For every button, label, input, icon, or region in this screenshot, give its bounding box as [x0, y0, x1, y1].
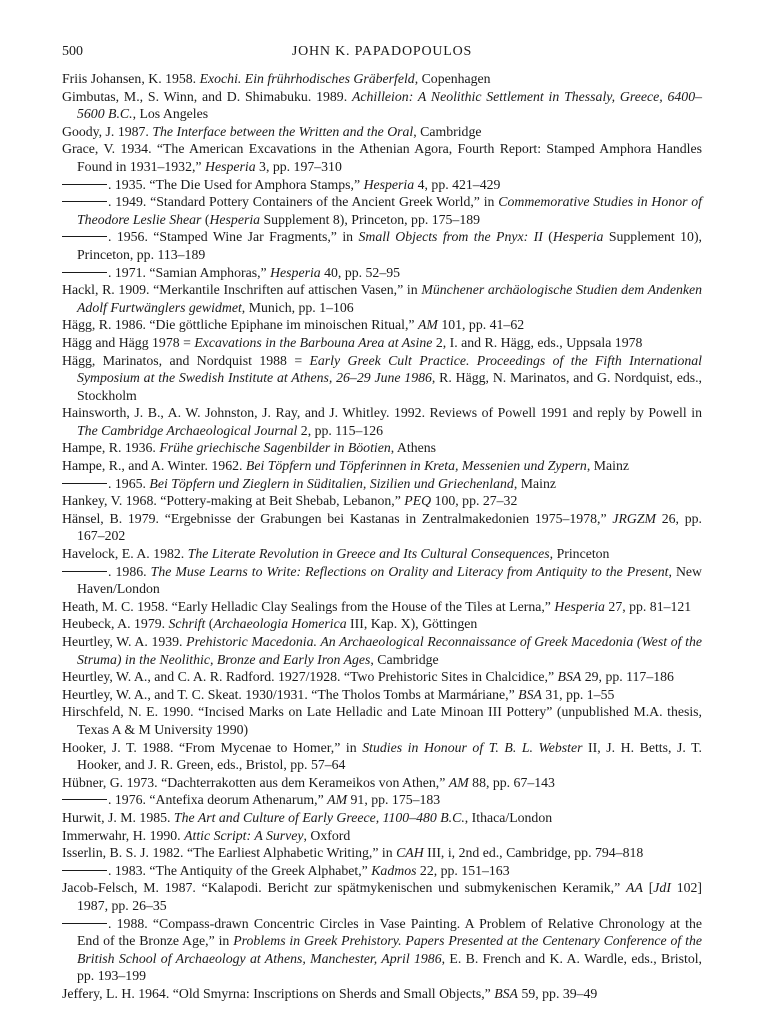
bibliography-entry	[62, 862, 702, 880]
entry-title-italic: The Muse Learns to Write: Reflections on Orality and Literacy from Antiquity to the Present	[150, 563, 669, 579]
entry-text: 4, pp. 421–429	[414, 176, 501, 192]
entry-text: 100, pp. 27–32	[431, 493, 518, 509]
entry-title-italic: Münchener archäologische Studien dem Andenken Adolf Furtwänglers gewidmet	[77, 282, 703, 315]
entry-text: Hackl, R. 1909. “Merkantile Inschriften auf attischen Vasen,” in	[62, 282, 422, 298]
entry-text: 3, pp. 197–310	[255, 158, 342, 174]
entry-text: Heurtley, W. A., and C. A. R. Radford. 1927/1928. “Two Prehistoric Sites in Chalcidice,”	[62, 669, 558, 685]
entry-text: Gimbutas, M., S. Winn, and D. Shimabuku. 1989.	[62, 88, 352, 104]
bibliography-entry	[62, 563, 702, 598]
bibliography-entry	[62, 615, 702, 633]
entry-text: Hägg, Marinatos, and Nordquist 1988 =	[62, 352, 310, 368]
entry-text: III, i, 2nd ed., Cambridge, pp. 794–818	[423, 845, 644, 861]
entry-text: , Cambridge	[413, 123, 482, 139]
entry-text: Friis Johansen, K. 1958.	[62, 71, 200, 86]
entry-title-italic: Hesperia	[205, 158, 256, 174]
entry-text: . 1971. “Samian Amphoras,”	[108, 264, 271, 280]
entry-title-italic: BSA	[494, 985, 518, 1001]
entry-text: Jeffery, L. H. 1964. “Old Smyrna: Inscriptions on Sherds and Small Objects,”	[62, 985, 495, 1001]
entry-text: Jacob-Felsch, M. 1987. “Kalapodi. Bericht zur spätmykenischen und submykenischen Keramik,”	[62, 880, 627, 896]
ditto-dash	[62, 201, 107, 202]
page-number: 500	[62, 44, 83, 59]
entry-title-italic: AA	[626, 880, 643, 896]
bibliography-entry	[62, 193, 702, 228]
entry-title-italic: Exochi. Ein frührhodisches Gräberfeld	[199, 71, 415, 86]
entry-title-italic: AM	[327, 792, 348, 808]
bibliography-list	[62, 70, 702, 1002]
bibliography-entry	[62, 985, 702, 1003]
entry-text: 26, pp. 167–202	[77, 510, 703, 544]
entry-text: Grace, V. 1934. “The American Excavations in the Athenian Agora, Fourth Report: Stamped Amphora Handles Found in 1931–1932,”	[62, 141, 702, 174]
entry-title-italic: Hesperia	[270, 264, 321, 280]
entry-text: . 1956. “Stamped Wine Jar Fragments,” in	[108, 229, 359, 245]
entry-title-italic: The Art and Culture of Early Greece, 1100–480 B.C.	[173, 809, 465, 825]
entry-title-italic: Excavations in the Barbouna Area at Asine	[194, 334, 433, 350]
bibliography-entry	[62, 264, 702, 282]
entry-title-italic: The Literate Revolution in Greece and Its Cultural Consequences	[187, 546, 550, 562]
entry-text: 91, pp. 175–183	[347, 792, 441, 808]
bibliography-entry	[62, 739, 702, 774]
entry-text: 102] 1987, pp. 26–35	[77, 880, 703, 913]
entry-text: , E. B. French and K. A. Wardle, eds., Bristol, pp. 193–199	[77, 950, 703, 984]
entry-text: . 1976. “Antefixa deorum Athenarum,”	[108, 792, 328, 808]
bibliography-entry	[62, 475, 702, 493]
bibliography-entry	[62, 70, 702, 88]
entry-text: Heurtley, W. A., and T. C. Skeat. 1930/1931. “The Tholos Tombs at Marmáriane,”	[62, 686, 519, 702]
bibliography-entry	[62, 774, 702, 792]
bibliography-entry	[62, 492, 702, 510]
ditto-dash	[62, 236, 107, 237]
entry-text: , Mainz	[586, 458, 629, 474]
entry-title-italic: Bei Töpfern und Töpferinnen in Kreta, Messenien und Zypern	[245, 458, 587, 474]
entry-title-italic: PEQ	[404, 493, 432, 509]
entry-text: 2, pp. 115–126	[297, 422, 384, 438]
bibliography-entry	[62, 545, 702, 563]
bibliography-entry	[62, 281, 702, 316]
entry-text: 22, pp. 151–163	[416, 862, 510, 878]
entry-title-italic: Archaeologia Homerica	[213, 616, 347, 632]
entry-text: (	[205, 616, 214, 632]
bibliography-entry	[62, 686, 702, 704]
entry-title-italic: Early Greek Cult Practice. Proceedings of the Fifth International Symposium at the Swedish Institute at Athens, 26–29 June 1986	[77, 352, 702, 386]
entry-text: Hänsel, B. 1979. “Ergebnisse der Grabungen bei Kastanas in Zentralmakedonien 1975–1978,”	[62, 510, 613, 526]
entry-title-italic: The Cambridge Archaeological Journal	[77, 422, 298, 438]
entry-text: , Cambridge	[370, 651, 439, 667]
entry-title-italic: Prehistoric Macedonia. An Archaeological Reconnaissance of Greek Macedonia (West of the Struma) in the Neolithic, Bronze and Early Iron Ages	[77, 634, 702, 667]
entry-title-italic: Schrift	[168, 616, 206, 632]
ditto-dash	[62, 923, 107, 924]
entry-text: . 1988. “Compass-drawn Concentric Circles in Vase Painting. A Problem of Relative Chronology at the End of the Bronze Age,” in	[77, 915, 702, 949]
entry-title-italic: Small Objects from the Pnyx: II	[358, 229, 543, 245]
bibliography-entry	[62, 457, 702, 475]
bibliography-entry	[62, 844, 702, 862]
entry-text: , Copenhagen	[414, 71, 491, 86]
bibliography-entry	[62, 176, 702, 194]
bibliography-entry	[62, 334, 702, 352]
entry-text: Hooker, J. T. 1988. “From Mycenae to Homer,” in	[62, 739, 363, 755]
bibliography-entry	[62, 316, 702, 334]
entry-text: Hurwit, J. M. 1985.	[62, 809, 174, 825]
entry-text: Hainsworth, J. B., A. W. Johnston, J. Ray, and J. Whitley. 1992. Reviews of Powell 1991 and reply by Powell in	[62, 405, 702, 421]
entry-text: , Ithaca/London	[464, 809, 553, 825]
bibliography-entry	[62, 404, 702, 439]
entry-text: Heath, M. C. 1958. “Early Helladic Clay Sealings from the House of the Tiles at Lerna,”	[62, 598, 555, 614]
entry-text: Hübner, G. 1973. “Dachterrakotten aus dem Kerameikos von Athen,”	[62, 774, 449, 790]
entry-text: 2, I. and R. Hägg, eds., Uppsala 1978	[432, 334, 643, 350]
entry-title-italic: JRGZM	[612, 510, 657, 526]
entry-text: , Mainz	[513, 475, 556, 491]
document-page	[62, 44, 702, 1002]
entry-title-italic: BSA	[518, 686, 542, 702]
entry-title-italic: Hesperia	[552, 229, 604, 245]
entry-text: , Athens	[390, 440, 437, 456]
entry-text: . 1935. “The Die Used for Amphora Stamps,”	[108, 176, 364, 192]
entry-text: III, Kap. X), Göttingen	[346, 616, 478, 632]
bibliography-entry	[62, 791, 702, 809]
entry-text: . 1965.	[108, 475, 150, 491]
ditto-dash	[62, 870, 107, 871]
bibliography-entry	[62, 703, 702, 738]
entry-text: , Los Angeles	[132, 106, 209, 122]
entry-text: (	[201, 211, 210, 227]
entry-text: , Oxford	[303, 827, 351, 843]
entry-title-italic: Frühe griechische Sagenbilder in Böotien	[159, 440, 391, 456]
bibliography-entry	[62, 352, 702, 405]
entry-text: . 1949. “Standard Pottery Containers of the Ancient Greek World,” in	[108, 194, 499, 210]
entry-text: Hampe, R., and A. Winter. 1962.	[62, 458, 246, 474]
entry-title-italic: Bei Töpfern und Zieglern in Süditalien, Sizilien und Griechenland	[149, 475, 514, 491]
bibliography-entry	[62, 123, 702, 141]
bibliography-entry	[62, 598, 702, 616]
entry-text: Havelock, E. A. 1982.	[62, 546, 188, 562]
page-header	[62, 44, 702, 68]
entry-text: , R. Hägg, N. Marinatos, and G. Nordquist, eds., Stockholm	[77, 370, 702, 403]
entry-text: II, J. H. Betts, J. T. Hooker, and J. R. Green, eds., Bristol, pp. 57–64	[77, 739, 702, 773]
entry-text: Hägg and Hägg 1978 =	[62, 334, 195, 350]
entry-text: Isserlin, B. S. J. 1982. “The Earliest Alphabetic Writing,” in	[62, 845, 397, 861]
entry-text: 59, pp. 39–49	[518, 985, 598, 1001]
entry-text: Supplement 8), Princeton, pp. 175–189	[260, 211, 481, 227]
ditto-dash	[62, 799, 107, 800]
entry-text: Immerwahr, H. 1990.	[62, 827, 185, 843]
ditto-dash	[62, 184, 107, 185]
entry-title-italic: JdI	[653, 880, 671, 896]
bibliography-entry	[62, 88, 702, 123]
entry-text: 88, pp. 67–143	[468, 774, 555, 790]
bibliography-entry	[62, 510, 702, 545]
entry-title-italic: Kadmos	[371, 862, 417, 878]
entry-title-italic: AM	[417, 317, 438, 333]
entry-title-italic: CAH	[396, 845, 424, 861]
bibliography-entry	[62, 668, 702, 686]
ditto-dash	[62, 483, 107, 484]
entry-text: Supplement 10), Princeton, pp. 113–189	[77, 229, 702, 262]
entry-text: , Princeton	[549, 546, 610, 562]
entry-text: 40, pp. 52–95	[320, 264, 401, 280]
bibliography-entry	[62, 915, 702, 985]
entry-text: , Munich, pp. 1–106	[241, 299, 354, 315]
entry-text: Heubeck, A. 1979.	[62, 616, 169, 632]
running-head: JOHN K. PAPADOPOULOS	[291, 44, 473, 59]
entry-text: Goody, J. 1987.	[62, 123, 153, 139]
entry-text: Hägg, R. 1986. “Die göttliche Epiphane im minoischen Ritual,”	[62, 317, 418, 333]
entry-title-italic: Commemorative Studies in Honor of Theodore Leslie Shear	[77, 194, 702, 227]
bibliography-entry	[62, 633, 702, 668]
entry-text: Hankey, V. 1968. “Pottery-making at Beit Shebab, Lebanon,”	[62, 493, 405, 509]
entry-title-italic: Studies in Honour of T. B. L. Webster	[362, 739, 583, 755]
bibliography-entry	[62, 228, 702, 263]
entry-text: 31, pp. 1–55	[541, 686, 615, 702]
bibliography-entry	[62, 879, 702, 914]
entry-text: Hampe, R. 1936.	[62, 440, 160, 456]
bibliography-entry	[62, 809, 702, 827]
entry-title-italic: The Interface between the Written and the Oral	[152, 123, 414, 139]
ditto-dash	[62, 571, 107, 572]
entry-text: , New Haven/London	[77, 563, 703, 597]
entry-text: Heurtley, W. A. 1939.	[62, 634, 187, 649]
entry-title-italic: Hesperia	[363, 176, 415, 192]
bibliography-entry	[62, 140, 702, 175]
bibliography-entry	[62, 439, 702, 457]
entry-title-italic: Problems in Greek Prehistory. Papers Presented at the Centenary Conference of the British School of Archaeology at Athens, Manchester, April 1986	[77, 933, 702, 966]
entry-title-italic: Hesperia	[554, 598, 605, 614]
entry-title-italic: Hesperia	[209, 211, 261, 227]
entry-text: [	[642, 880, 654, 896]
entry-text: (	[542, 229, 553, 245]
bibliography-entry	[62, 827, 702, 845]
ditto-dash	[62, 272, 107, 273]
entry-title-italic: BSA	[557, 669, 582, 685]
entry-text: 27, pp. 81–121	[604, 598, 692, 614]
entry-text: 29, pp. 117–186	[581, 669, 674, 685]
entry-title-italic: Achilleion: A Neolithic Settlement in Thessaly, Greece, 6400–5600 B.C.	[77, 88, 702, 122]
entry-text: . 1986.	[108, 563, 151, 579]
entry-text: Hirschfeld, N. E. 1990. “Incised Marks on Late Helladic and Late Minoan III Pottery” (unpublished M.A. thesis, Texas A & M University 1990)	[62, 704, 702, 737]
entry-title-italic: Attic Script: A Survey	[184, 827, 304, 843]
entry-text: 101, pp. 41–62	[437, 317, 525, 333]
entry-text: . 1983. “The Antiquity of the Greek Alphabet,”	[108, 862, 372, 878]
entry-title-italic: AM	[448, 774, 469, 790]
